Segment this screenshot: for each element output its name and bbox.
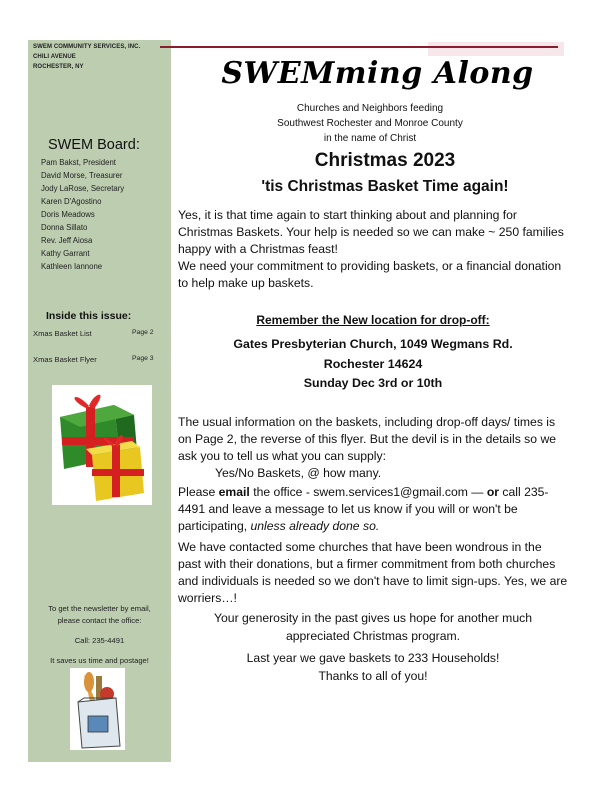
gift-boxes-icon	[52, 385, 152, 505]
tagline: Churches and Neighbors feeding	[296, 103, 444, 114]
board-member: Jody LaRose, Secretary	[41, 184, 125, 193]
details-paragraph: The usual information on the baskets, including drop-off days/ times is on Page 2, the reverse of this flyer. But the devil is in the details so we ask you to tell us what you can supply:	[178, 415, 557, 463]
tagline: Southwest Rochester and Monroe County	[277, 118, 463, 129]
tagline: in the name of Christ	[323, 133, 417, 144]
header-rule-tab	[428, 42, 564, 56]
org-city: ROCHESTER, NY	[33, 64, 84, 70]
issue-label: Xmas Basket Flyer	[33, 355, 97, 364]
board-member: David Morse, Treasurer	[41, 171, 123, 180]
board-member: Rev. Jeff Aiosa	[41, 236, 93, 245]
dropoff-address: Gates Presbyterian Church, 1049 Wegmans Rd.	[233, 337, 513, 351]
board-member: Karen D'Agostino	[41, 197, 102, 206]
issue-page: Page 3	[132, 355, 154, 362]
generosity-line: appreciated Christmas program.	[285, 629, 461, 643]
newsletter-note: please contact the office:	[57, 616, 142, 625]
email-emphasis: email	[218, 485, 250, 499]
grocery-bag-icon	[70, 668, 125, 750]
unless-emphasis: unless already done so.	[250, 519, 380, 533]
commitment-paragraph: We need your commitment to providing baskets, or a financial donation to help make up baskets.	[178, 259, 562, 290]
dropoff-dates: Sunday Dec 3rd or 10th	[303, 376, 443, 390]
intro-paragraph: Yes, it is that time again to start thinking about and planning for Christmas Baskets. Your help is needed so we can make ~ 250 families happy with a Christmas feast!	[178, 208, 564, 256]
or-emphasis: or	[486, 485, 500, 499]
board-title: SWEM Board:	[48, 137, 140, 153]
org-name: SWEM COMMUNITY SERVICES, INC.	[33, 44, 141, 50]
newsletter-title: SWEMming Along	[221, 56, 534, 91]
email-paragraph: Please email the office - swem.services1@gmail.com — or call 235-4491 and leave a message to let us know if you will or won't be participating, unless already done so.	[178, 485, 549, 533]
issue-row-xmas-basket-list[interactable]	[33, 329, 163, 338]
issue-label: Xmas Basket List	[33, 329, 92, 338]
inside-issue-title: Inside this issue:	[46, 310, 132, 322]
dropoff-city: Rochester 14624	[323, 357, 423, 371]
yes-no-line: Yes/No Baskets, @ how many.	[215, 466, 382, 480]
dropoff-heading: Remember the New location for drop-off:	[256, 313, 490, 327]
thanks-line: Thanks to all of you!	[318, 669, 428, 683]
article-subtitle: 'tis Christmas Basket Time again!	[261, 178, 509, 195]
last-year-line: Last year we gave baskets to 233 Households!	[246, 651, 500, 665]
sidebar-saves-line: It saves us time and postage!	[50, 656, 149, 665]
newsletter-note: To get the newsletter by email,	[48, 604, 151, 613]
org-street: CHILI AVENUE	[33, 54, 76, 60]
contacted-paragraph: We have contacted some churches that have been wondrous in the past with their donations, but a firmer commitment from both churches and individuals is needed so we don't have to limit sign-ups. Yes, we are worriers…!	[178, 540, 568, 605]
article-title: Christmas 2023	[314, 150, 456, 171]
board-member: Pam Bakst, President	[41, 158, 116, 167]
board-member: Kathy Garrant	[41, 249, 90, 258]
board-member: Donna Sillato	[41, 223, 88, 232]
header-rule	[160, 46, 558, 48]
board-member: Doris Meadows	[41, 210, 95, 219]
issue-page: Page 2	[132, 329, 154, 336]
sidebar-call-line: Call: 235-4491	[74, 636, 125, 645]
generosity-line: Your generosity in the past gives us hope for another much	[214, 611, 532, 625]
issue-row-xmas-basket-flyer[interactable]	[33, 355, 163, 364]
board-member: Kathleen Iannone	[41, 262, 103, 271]
